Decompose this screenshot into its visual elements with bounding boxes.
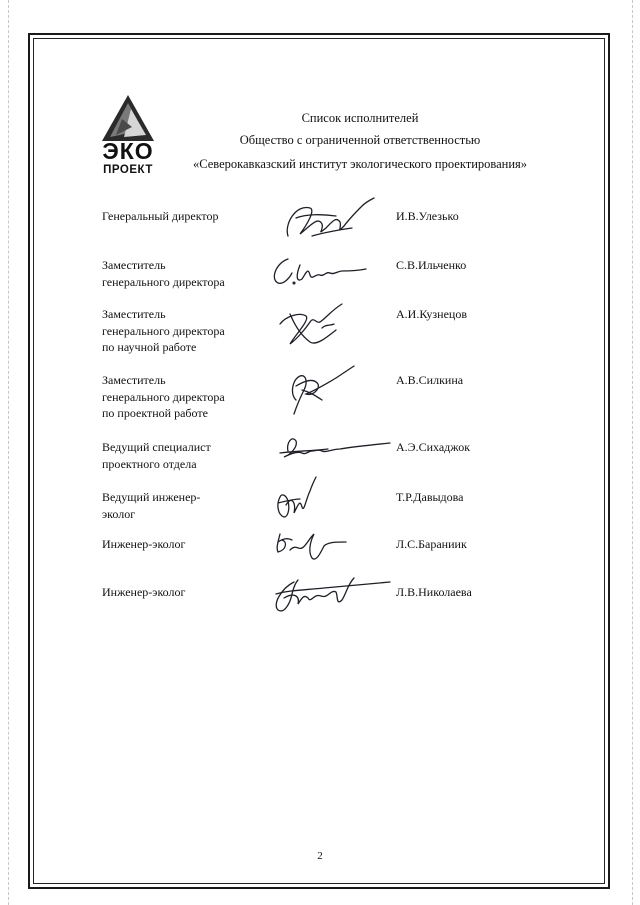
signatory-position: Инженер-эколог — [102, 537, 186, 551]
signatory-name: Л.В.Николаева — [396, 585, 472, 599]
scan-left-edge — [8, 0, 9, 905]
signatory-position: Ведущий инженер- эколог — [102, 490, 201, 521]
signatory-name: Т.Р.Давыдова — [396, 490, 464, 504]
signatory-name: А.В.Силкина — [396, 373, 464, 387]
company-logo — [98, 95, 158, 183]
signature-image — [266, 245, 396, 301]
page-number: 2 — [317, 850, 323, 862]
signature-image — [266, 360, 396, 416]
signatory-position: Заместитель генерального директора по научной работе — [102, 307, 225, 354]
signature-image — [266, 294, 396, 350]
logo-subword: ПРОЕКТ — [103, 164, 153, 176]
signatory-name: А.И.Кузнецов — [396, 307, 468, 321]
signatory-position: Заместитель генерального директора — [102, 258, 225, 289]
signatory-position: Заместитель генерального директора по проектной работе — [102, 373, 225, 420]
signatory-row — [102, 584, 582, 640]
signatory-row — [102, 372, 582, 428]
signature-image — [266, 427, 396, 483]
document-title: Список исполнителей — [301, 111, 419, 125]
signatory-name: Л.С.Бараниик — [396, 537, 467, 551]
signatory-position: Ведущий специалист проектного отдела — [102, 440, 211, 471]
signatory-position: Генеральный директор — [102, 209, 219, 223]
signature-image — [266, 572, 396, 628]
organization-line-2: «Северокавказский институт экологического проектирования» — [192, 157, 528, 171]
signatory-row — [102, 306, 582, 362]
logo-word: ЭКО — [102, 138, 154, 164]
signatory-position: Инженер-эколог — [102, 585, 186, 599]
scan-right-edge — [632, 0, 633, 905]
signatory-name: С.В.Ильченко — [396, 258, 467, 272]
mountain-triangle-icon — [102, 95, 154, 141]
organization-line-1: Общество с ограниченной ответственностью — [239, 133, 481, 147]
signatory-name: И.В.Улезько — [396, 209, 459, 223]
signature-image — [266, 196, 396, 252]
signatory-name: А.Э.Сихаджок — [396, 440, 471, 454]
